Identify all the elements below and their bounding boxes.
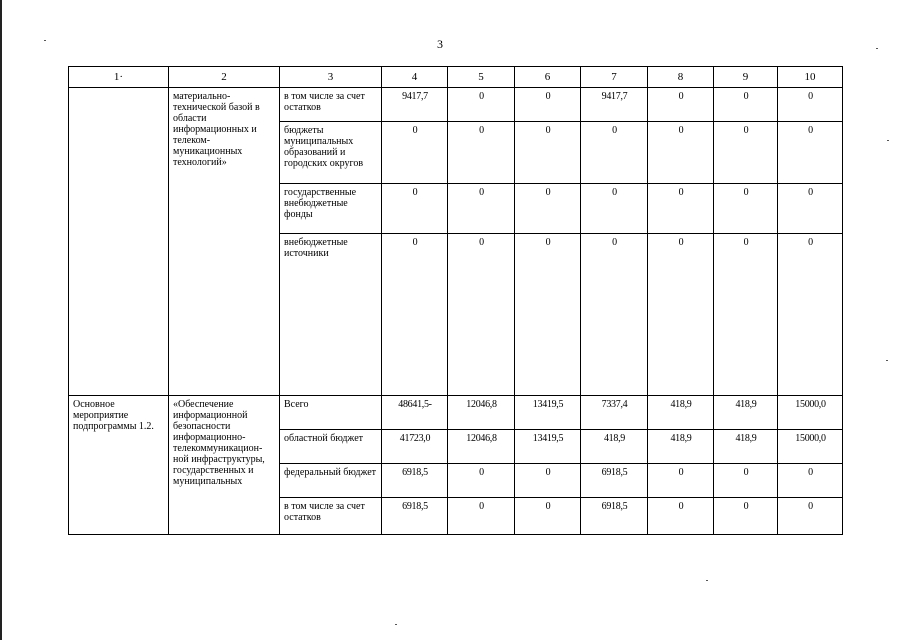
value-cell: 0 [448, 498, 515, 535]
value-cell: 0 [714, 88, 778, 122]
value-cell: 7337,4 [581, 396, 648, 430]
value-cell: 0 [648, 88, 714, 122]
value-cell: 0 [581, 234, 648, 396]
value-cell: 0 [515, 184, 581, 234]
table-row [69, 396, 843, 430]
value-cell: 418,9 [714, 430, 778, 464]
table-row [69, 88, 843, 122]
value-cell: 15000,0 [778, 430, 843, 464]
value-cell: 418,9 [581, 430, 648, 464]
funding-source-cell: федеральный бюджет [280, 464, 382, 498]
value-cell: 0 [648, 184, 714, 234]
funding-source-cell: в том числе за счет остатков [280, 498, 382, 535]
funding-source-cell: внебюджетные источники [280, 234, 382, 396]
value-cell: 13419,5 [515, 396, 581, 430]
scan-speck [887, 140, 889, 141]
funding-source-cell: в том числе за счет остатков [280, 88, 382, 122]
value-cell: 0 [714, 464, 778, 498]
value-cell: 0 [648, 464, 714, 498]
value-cell: 0 [515, 122, 581, 184]
header-cell: 5 [448, 67, 515, 88]
value-cell: 0 [515, 464, 581, 498]
header-cell: 2 [169, 67, 280, 88]
value-cell: 12046,8 [448, 396, 515, 430]
scan-speck [706, 580, 708, 581]
scan-speck [395, 624, 397, 625]
value-cell: 15000,0 [778, 396, 843, 430]
value-cell: 9417,7 [382, 88, 448, 122]
value-cell: 13419,5 [515, 430, 581, 464]
value-cell: 0 [778, 464, 843, 498]
measure-name-cell: материально-технической базой в области информационных и телеком-муникационных технологий» [169, 88, 280, 396]
header-cell: 3 [280, 67, 382, 88]
header-row [69, 67, 843, 88]
value-cell: 6918,5 [581, 464, 648, 498]
funding-source-cell: областной бюджет [280, 430, 382, 464]
scan-speck [44, 40, 46, 41]
header-cell: 6 [515, 67, 581, 88]
value-cell: 0 [778, 88, 843, 122]
value-cell: 0 [448, 122, 515, 184]
value-cell: 0 [448, 464, 515, 498]
value-cell: 0 [382, 184, 448, 234]
value-cell: 0 [778, 234, 843, 396]
value-cell: 418,9 [648, 396, 714, 430]
value-cell: 0 [778, 122, 843, 184]
header-cell: 4 [382, 67, 448, 88]
header-cell: 1· [69, 67, 169, 88]
value-cell: 6918,5 [382, 498, 448, 535]
value-cell: 0 [382, 234, 448, 396]
funding-source-cell: государственные внебюджетные фонды [280, 184, 382, 234]
scan-speck [876, 48, 878, 49]
value-cell: 0 [515, 234, 581, 396]
value-cell: 48641,5- [382, 396, 448, 430]
value-cell: 0 [581, 122, 648, 184]
measure-name-cell: «Обеспечение информационной безопасности информационно-телекоммуникацион-ной инфраструктуры, государственных и муниципальных [169, 396, 280, 535]
page-number: 3 [437, 37, 443, 51]
value-cell: 0 [714, 184, 778, 234]
value-cell: 0 [448, 234, 515, 396]
funding-source-cell: Всего [280, 396, 382, 430]
value-cell: 0 [515, 88, 581, 122]
header-cell: 7 [581, 67, 648, 88]
value-cell: 418,9 [714, 396, 778, 430]
value-cell: 0 [448, 88, 515, 122]
value-cell: 418,9 [648, 430, 714, 464]
header-cell: 9 [714, 67, 778, 88]
value-cell: 0 [648, 234, 714, 396]
scan-speck [886, 360, 888, 361]
measure-cell: Основное мероприятие подпрограммы 1.2. [69, 396, 169, 535]
value-cell: 0 [448, 184, 515, 234]
header-cell: 10 [778, 67, 843, 88]
value-cell: 0 [714, 498, 778, 535]
value-cell: 0 [515, 498, 581, 535]
value-cell: 0 [714, 122, 778, 184]
value-cell: 0 [648, 498, 714, 535]
value-cell: 12046,8 [448, 430, 515, 464]
measure-cell [69, 88, 169, 396]
funding-source-cell: бюджеты муниципальных образований и городских округов [280, 122, 382, 184]
scan-edge-line [0, 0, 2, 640]
value-cell: 6918,5 [382, 464, 448, 498]
value-cell: 0 [778, 184, 843, 234]
value-cell: 41723,0 [382, 430, 448, 464]
header-cell: 8 [648, 67, 714, 88]
budget-table [68, 66, 843, 535]
value-cell: 9417,7 [581, 88, 648, 122]
value-cell: 6918,5 [581, 498, 648, 535]
value-cell: 0 [581, 184, 648, 234]
value-cell: 0 [714, 234, 778, 396]
value-cell: 0 [648, 122, 714, 184]
value-cell: 0 [382, 122, 448, 184]
value-cell: 0 [778, 498, 843, 535]
